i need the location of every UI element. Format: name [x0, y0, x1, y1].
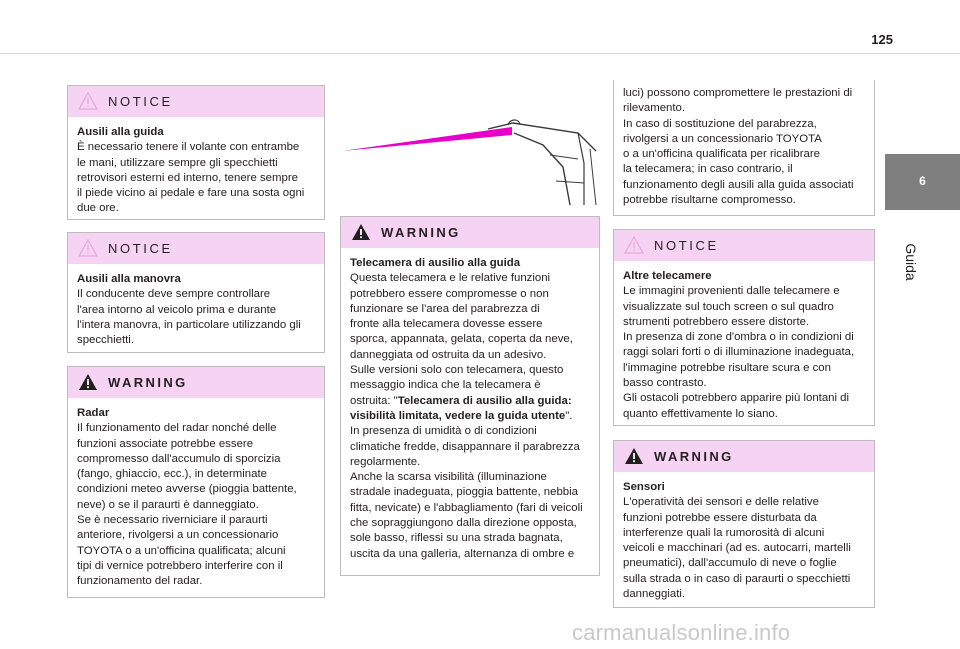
notice-text: È necessario tenere il volante con entrambe le mani, utilizzare sempre gli specchietti retrovisori esterni ed interno, tenere sempre il piede vicino ai pedale e fare una sosta ogni due ore.	[77, 141, 305, 215]
notice-heading: Ausili alla manovra	[77, 273, 181, 285]
notice-driving-aids	[67, 85, 325, 220]
notice-heading: Altre telecamere	[623, 270, 712, 282]
notice-parking-aids	[67, 232, 325, 353]
warning-triangle-icon	[351, 223, 371, 241]
continuation-bottom-border	[613, 215, 875, 216]
warning-radar	[67, 366, 325, 598]
camera-beam	[342, 127, 512, 151]
notice-text: Il conducente deve sempre controllare l'area intorno al veicolo prima e durante l'intera manovra, in particolare utilizzando gli specchietti.	[77, 288, 301, 347]
warning-heading: Telecamera di ausilio alla guida	[350, 257, 521, 269]
notice-triangle-icon	[78, 92, 98, 110]
warning-text-before: Questa telecamera e le relative funzioni potrebbero essere compromesse o non funzionare se l'area del parabrezza di fronte alla telecamera dovesse essere sporca, appannata, gelata, coperta da neve, danneggiata od ostruita da un adesivo. Sulle versioni solo con telecamera, questo messaggio indica che la telecamera è ostruita: "	[350, 272, 573, 407]
notice-text: Le immagini provenienti dalle telecamere e visualizzate sul touch screen o sul quadro strumenti potrebbero essere distorte. In presenza di zone d'ombra o in condizioni di raggi solari forti o di illuminazione inadeguata, l'immagine potrebbe risultare scura e con basso contrasto. Gli ostacoli potrebbero apparire più lontani di quanto effettivamente lo siano.	[623, 285, 855, 420]
warning-bold-message: Telecamera di ausilio alla guida: visibilità limitata, vedere la guida utente	[350, 394, 572, 422]
warning-text	[350, 271, 590, 562]
notice-other-cameras	[613, 229, 875, 426]
continuation-right-border	[874, 80, 875, 216]
notice-title: NOTICE	[654, 238, 719, 253]
warning-title: WARNING	[381, 225, 461, 240]
warning-header	[341, 217, 599, 248]
warning-driving-camera	[340, 216, 600, 576]
page-number: 125	[871, 32, 893, 47]
warning-header	[68, 367, 324, 398]
notice-title: NOTICE	[108, 94, 173, 109]
watermark: carmanualsonline.info	[572, 620, 791, 645]
warning-triangle-icon	[78, 373, 98, 391]
notice-heading: Ausili alla guida	[77, 126, 164, 138]
warning-title: WARNING	[654, 449, 734, 464]
warning-text: L'operatività dei sensori e delle relative funzioni potrebbe essere disturbata da interferenze quali la rumorosità di alcuni veicoli e macchinari (ad es. autocarri, martelli pneumatici), dall'accumulo di neve o foglie sulla strada o in caso di paraurti o specchietti danneggiati.	[623, 496, 851, 601]
chapter-label-wrap	[903, 232, 919, 292]
warning-text-after: ". In presenza di umidità o di condizioni climatiche fredde, disappannare il parabrezza regolarmente. Anche la scarsa visibilità (illuminazione stradale inadeguata, pioggia battente, nebbia fitta, nevicate) e l'abbagliamento (fari di veicoli che sopraggiungono dalla direzione opposta, sole basso, riflessi su una strada bagnata, uscita da una galleria, alternanza di ombre e	[350, 409, 583, 560]
notice-header	[614, 230, 874, 261]
notice-header	[68, 86, 324, 117]
warning-heading: Sensori	[623, 481, 665, 493]
warning-continuation-text: luci) possono compromettere le prestazioni di rilevamento. In caso di sostituzione del parabrezza, rivolgersi a un concessionario TOYOTA o a un'officina qualificata per ricalibrare la telecamera; in caso contrario, il funzionamento degli ausili alla guida associati potrebbe risultarne compromesso.	[623, 87, 854, 207]
warning-triangle-icon	[624, 447, 644, 465]
warning-text: Il funzionamento del radar nonché delle funzioni associate potrebbe essere compromesso dall'accumulo di sporcizia (fango, ghiaccio, ecc.), in determinate condizioni meteo avverse (pioggia battente, neve) o se il paraurti è danneggiato. Se è necessario riverniciare il paraurti anteriore, rivolgersi a un concessionario TOYOTA o a un'officina qualificata; alcuni tipi di vernice potrebbero interferire con il funzionamento del radar.	[77, 422, 297, 588]
chapter-label: Guida	[903, 243, 919, 281]
warning-sensors	[613, 440, 875, 608]
top-divider	[0, 53, 960, 54]
continuation-left-border	[613, 80, 614, 216]
warning-title: WARNING	[108, 375, 188, 390]
windscreen-camera-illustration	[338, 93, 600, 205]
notice-triangle-icon	[78, 239, 98, 257]
notice-header	[68, 233, 324, 264]
notice-title: NOTICE	[108, 241, 173, 256]
warning-header	[614, 441, 874, 472]
chapter-tab[interactable]	[885, 154, 960, 210]
notice-triangle-icon	[624, 236, 644, 254]
warning-heading: Radar	[77, 407, 110, 419]
chapter-number: 6	[919, 174, 926, 188]
